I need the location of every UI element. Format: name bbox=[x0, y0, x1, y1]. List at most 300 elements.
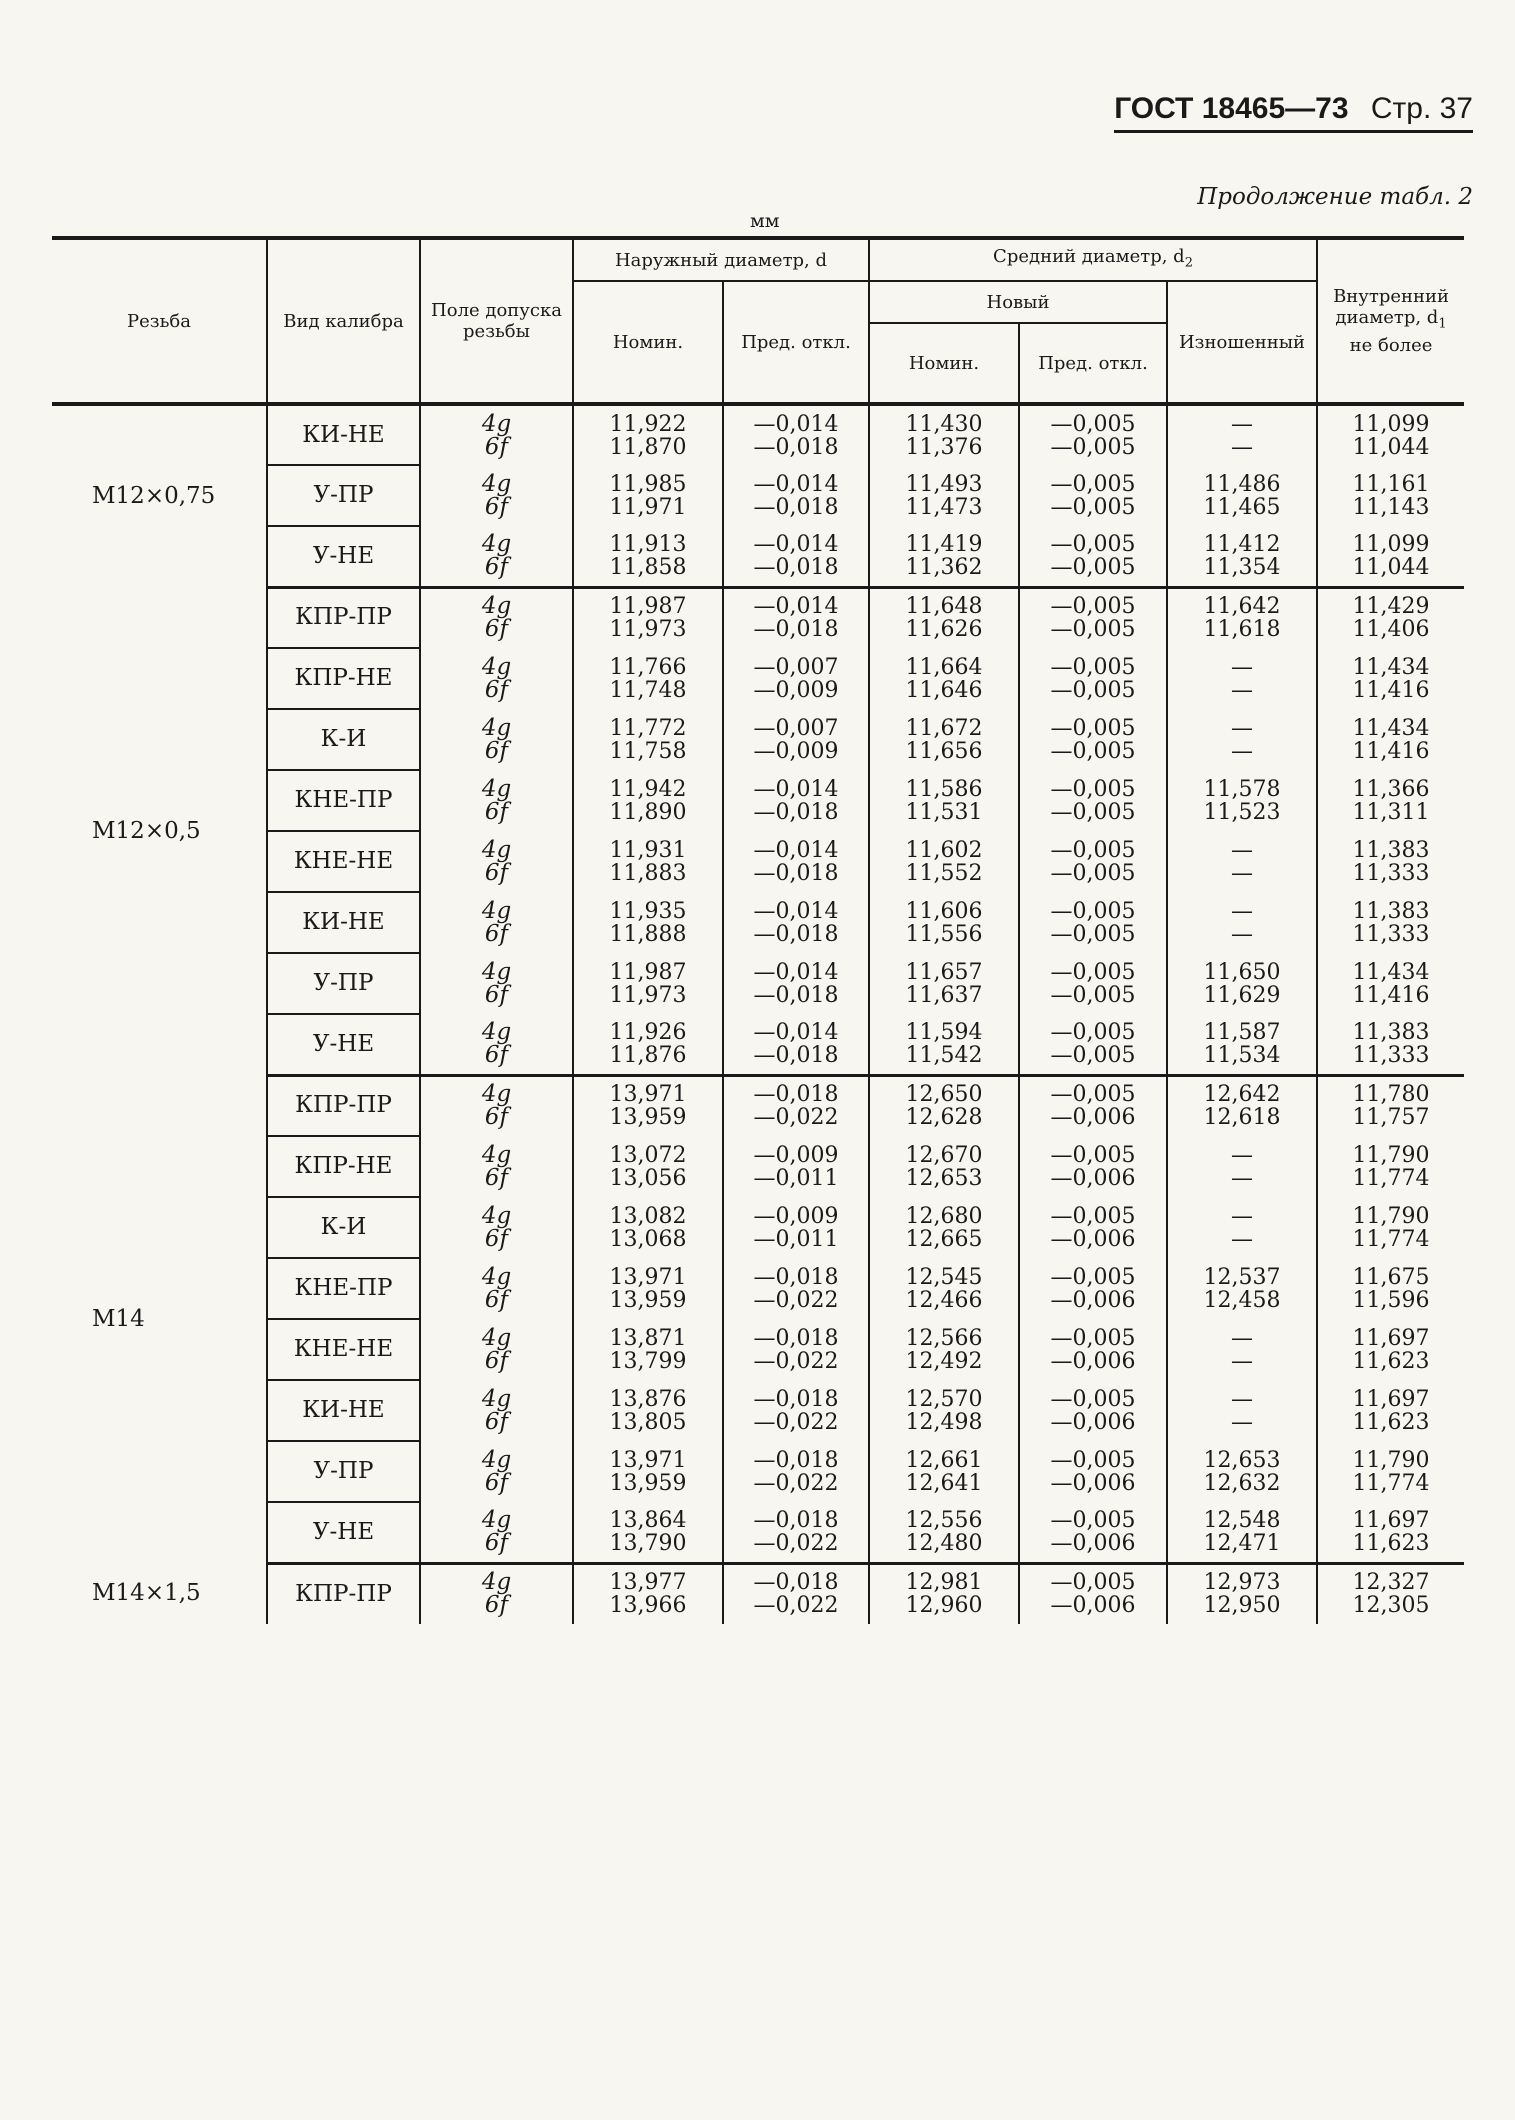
pitch-nominal-cell-value: 11,552 bbox=[905, 860, 983, 886]
tolerance-cell bbox=[420, 1441, 573, 1502]
pitch-deviation-cell-value: —0,006 bbox=[1050, 1105, 1136, 1131]
outer-deviation-cell-value: —0,018 bbox=[753, 554, 839, 580]
pitch-nominal-cell-value: 12,498 bbox=[905, 1409, 983, 1435]
worn-cell-value: — bbox=[1231, 434, 1254, 460]
pitch-nominal-cell-value: 12,653 bbox=[905, 1165, 983, 1191]
pitch-deviation-cell-value: —0,006 bbox=[1050, 1226, 1136, 1252]
tolerance-cell bbox=[420, 1319, 573, 1380]
pitch-deviation-cell-value: —0,005 bbox=[1050, 1019, 1136, 1045]
inner-diameter-cell-value: 11,757 bbox=[1352, 1105, 1430, 1131]
pitch-nominal-cell-value: 12,661 bbox=[905, 1447, 983, 1473]
worn-cell-value: 11,618 bbox=[1203, 617, 1281, 643]
page-header bbox=[1114, 92, 1473, 133]
inner-diameter-subscript: 1 bbox=[1438, 316, 1447, 332]
gauge-type-cell: КПР-ПР bbox=[267, 587, 420, 648]
pitch-deviation-cell-value: —0,006 bbox=[1050, 1593, 1136, 1619]
outer-nominal-cell-value: 11,987 bbox=[609, 959, 687, 985]
inner-diameter-cell-value: 11,790 bbox=[1352, 1203, 1430, 1229]
pitch-deviation-cell-value: —0,005 bbox=[1050, 411, 1136, 437]
inner-diameter-cell-value: 11,774 bbox=[1352, 1165, 1430, 1191]
tolerance-cell-value: 4g bbox=[481, 1506, 512, 1533]
outer-deviation-cell bbox=[723, 831, 869, 892]
outer-nominal-cell-value: 13,790 bbox=[609, 1530, 687, 1556]
pitch-nominal-cell bbox=[869, 1380, 1019, 1441]
pitch-deviation-cell bbox=[1019, 953, 1167, 1014]
pitch-deviation-cell-value: —0,005 bbox=[1050, 434, 1136, 460]
pitch-nominal-cell-value: 11,531 bbox=[905, 799, 983, 825]
thread-designation: M14 bbox=[92, 1305, 145, 1332]
pitch-deviation-cell-value: —0,006 bbox=[1050, 1165, 1136, 1191]
worn-cell-value: — bbox=[1231, 411, 1254, 437]
outer-deviation-cell bbox=[723, 953, 869, 1014]
outer-nominal-cell-value: 11,985 bbox=[609, 471, 687, 497]
worn-cell bbox=[1167, 404, 1317, 465]
outer-deviation-cell-value: —0,018 bbox=[753, 860, 839, 886]
outer-nominal-cell bbox=[573, 1441, 723, 1502]
inner-diameter-cell-value: 11,416 bbox=[1352, 677, 1430, 703]
pitch-nominal-cell-value: 12,680 bbox=[905, 1203, 983, 1229]
inner-diameter-cell-value: 11,161 bbox=[1352, 471, 1430, 497]
outer-nominal-cell-value: 11,890 bbox=[609, 799, 687, 825]
inner-diameter-cell bbox=[1317, 1258, 1464, 1319]
col-outer-diameter-header bbox=[573, 238, 869, 281]
worn-cell-value: 11,523 bbox=[1203, 799, 1281, 825]
inner-diameter-cell-value: 11,697 bbox=[1352, 1386, 1430, 1412]
pitch-nominal-cell bbox=[869, 1441, 1019, 1502]
outer-deviation-cell-value: —0,022 bbox=[753, 1530, 839, 1556]
pitch-deviation-cell-value: —0,005 bbox=[1050, 837, 1136, 863]
pitch-deviation-cell-value: —0,005 bbox=[1050, 1386, 1136, 1412]
inner-diameter-cell-value: 11,099 bbox=[1352, 411, 1430, 437]
gauge-type-cell: У-НЕ bbox=[267, 526, 420, 587]
inner-diameter-cell-value: 11,333 bbox=[1352, 1042, 1430, 1068]
outer-deviation-cell-value: —0,018 bbox=[753, 1325, 839, 1351]
outer-deviation-cell bbox=[723, 770, 869, 831]
col-gauge-type-header: Вид калибра bbox=[267, 238, 420, 404]
outer-nominal-cell-value: 13,805 bbox=[609, 1409, 687, 1435]
thread-designation: M12×0,5 bbox=[92, 817, 201, 844]
col-pitch-diameter-header bbox=[869, 238, 1317, 281]
inner-diameter-cell-value: 11,780 bbox=[1352, 1082, 1430, 1108]
pitch-deviation-cell bbox=[1019, 587, 1167, 648]
tolerance-cell bbox=[420, 1502, 573, 1563]
worn-cell-value: — bbox=[1231, 898, 1254, 924]
pitch-deviation-cell-value: —0,005 bbox=[1050, 982, 1136, 1008]
worn-cell bbox=[1167, 1380, 1317, 1441]
pitch-nominal-cell-value: 12,480 bbox=[905, 1530, 983, 1556]
worn-cell bbox=[1167, 1502, 1317, 1563]
outer-nominal-cell bbox=[573, 648, 723, 709]
worn-cell bbox=[1167, 648, 1317, 709]
inner-diameter-cell-value: 11,434 bbox=[1352, 654, 1430, 680]
inner-diameter-cell-value: 11,697 bbox=[1352, 1325, 1430, 1351]
outer-nominal-cell-value: 13,959 bbox=[609, 1287, 687, 1313]
pitch-deviation-cell-value: —0,005 bbox=[1050, 776, 1136, 802]
gauge-type-cell: У-ПР bbox=[267, 465, 420, 526]
inner-diameter-cell-value: 11,311 bbox=[1352, 799, 1430, 825]
pitch-deviation-cell-value: —0,005 bbox=[1050, 617, 1136, 643]
worn-cell bbox=[1167, 953, 1317, 1014]
outer-deviation-cell-value: —0,011 bbox=[753, 1226, 839, 1252]
table-row bbox=[52, 587, 1464, 648]
outer-deviation-cell-value: —0,018 bbox=[753, 434, 839, 460]
inner-diameter-cell-value: 11,697 bbox=[1352, 1507, 1430, 1533]
table-body bbox=[52, 404, 1464, 1624]
pitch-deviation-cell-value: —0,005 bbox=[1050, 531, 1136, 557]
pitch-deviation-cell-value: —0,005 bbox=[1050, 471, 1136, 497]
pitch-nominal-cell-value: 11,362 bbox=[905, 554, 983, 580]
outer-deviation-cell-value: —0,022 bbox=[753, 1470, 839, 1496]
tolerance-cell bbox=[420, 709, 573, 770]
pitch-nominal-cell-value: 12,570 bbox=[905, 1386, 983, 1412]
outer-nominal-cell bbox=[573, 1380, 723, 1441]
inner-diameter-cell-value: 12,327 bbox=[1352, 1570, 1430, 1596]
inner-diameter-cell-value: 11,044 bbox=[1352, 554, 1430, 580]
outer-deviation-cell bbox=[723, 648, 869, 709]
tolerance-cell-value: 6f bbox=[484, 1041, 509, 1068]
outer-deviation-cell-value: —0,018 bbox=[753, 617, 839, 643]
tolerance-cell bbox=[420, 465, 573, 526]
worn-cell-value: 12,950 bbox=[1203, 1593, 1281, 1619]
outer-deviation-cell bbox=[723, 404, 869, 465]
pitch-deviation-cell bbox=[1019, 1014, 1167, 1075]
worn-cell bbox=[1167, 1014, 1317, 1075]
inner-diameter-cell-value: 11,406 bbox=[1352, 617, 1430, 643]
pitch-nominal-cell-value: 11,672 bbox=[905, 715, 983, 741]
inner-diameter-cell bbox=[1317, 648, 1464, 709]
pitch-nominal-cell-value: 12,628 bbox=[905, 1105, 983, 1131]
outer-deviation-cell bbox=[723, 709, 869, 770]
col-pitch-nominal-header: Номин. bbox=[869, 323, 1019, 404]
outer-nominal-cell-value: 13,871 bbox=[609, 1325, 687, 1351]
pitch-deviation-cell bbox=[1019, 892, 1167, 953]
tolerance-cell-value: 4g bbox=[481, 530, 512, 557]
outer-deviation-cell-value: —0,022 bbox=[753, 1287, 839, 1313]
pitch-deviation-cell-value: —0,005 bbox=[1050, 554, 1136, 580]
outer-nominal-cell-value: 11,888 bbox=[609, 921, 687, 947]
outer-nominal-cell bbox=[573, 1136, 723, 1197]
pitch-nominal-cell-value: 11,376 bbox=[905, 434, 983, 460]
pitch-deviation-cell-value: —0,005 bbox=[1050, 1082, 1136, 1108]
pitch-nominal-cell-value: 11,594 bbox=[905, 1019, 983, 1045]
pitch-deviation-cell-value: —0,005 bbox=[1050, 715, 1136, 741]
outer-nominal-cell-value: 13,056 bbox=[609, 1165, 687, 1191]
worn-cell bbox=[1167, 1319, 1317, 1380]
tolerance-cell bbox=[420, 587, 573, 648]
worn-cell bbox=[1167, 526, 1317, 587]
worn-cell-value: — bbox=[1231, 677, 1254, 703]
pitch-nominal-cell-value: 12,960 bbox=[905, 1593, 983, 1619]
pitch-nominal-cell-value: 11,430 bbox=[905, 411, 983, 437]
pitch-deviation-cell bbox=[1019, 1563, 1167, 1624]
outer-nominal-cell-value: 11,758 bbox=[609, 738, 687, 764]
tolerance-cell bbox=[420, 770, 573, 831]
inner-diameter-cell-value: 11,623 bbox=[1352, 1348, 1430, 1374]
tolerance-cell-value: 4g bbox=[481, 470, 512, 497]
tolerance-cell-value: 6f bbox=[484, 1104, 509, 1131]
outer-nominal-cell-value: 13,072 bbox=[609, 1142, 687, 1168]
tolerance-cell bbox=[420, 648, 573, 709]
outer-deviation-cell-value: —0,009 bbox=[753, 1142, 839, 1168]
tolerance-cell-value: 6f bbox=[484, 859, 509, 886]
inner-diameter-cell bbox=[1317, 1502, 1464, 1563]
worn-cell-value: — bbox=[1231, 654, 1254, 680]
outer-deviation-cell-value: —0,014 bbox=[753, 837, 839, 863]
inner-diameter-cell-value: 11,675 bbox=[1352, 1264, 1430, 1290]
outer-nominal-cell-value: 11,942 bbox=[609, 776, 687, 802]
inner-diameter-cell-value: 11,434 bbox=[1352, 715, 1430, 741]
outer-deviation-cell bbox=[723, 1380, 869, 1441]
outer-deviation-cell-value: —0,014 bbox=[753, 411, 839, 437]
pitch-deviation-cell-value: —0,005 bbox=[1050, 1507, 1136, 1533]
tolerance-cell-value: 4g bbox=[481, 958, 512, 985]
col-pitch-deviation-header: Пред. откл. bbox=[1019, 323, 1167, 404]
inner-diameter-cell-value: 11,790 bbox=[1352, 1447, 1430, 1473]
outer-deviation-cell-value: —0,022 bbox=[753, 1348, 839, 1374]
worn-cell-value: — bbox=[1231, 1325, 1254, 1351]
inner-diameter-cell-value: 11,099 bbox=[1352, 531, 1430, 557]
pitch-nominal-cell-value: 11,602 bbox=[905, 837, 983, 863]
inner-diameter-cell bbox=[1317, 953, 1464, 1014]
outer-nominal-cell-value: 11,973 bbox=[609, 617, 687, 643]
tolerance-cell-value: 4g bbox=[481, 1202, 512, 1229]
outer-nominal-cell bbox=[573, 465, 723, 526]
table-row bbox=[52, 1075, 1464, 1136]
standard-number: ГОСТ 18465—73 bbox=[1114, 92, 1349, 125]
tolerance-cell-value: 6f bbox=[484, 1469, 509, 1496]
worn-cell bbox=[1167, 1197, 1317, 1258]
outer-deviation-cell-value: —0,018 bbox=[753, 1447, 839, 1473]
thread-designation: M12×0,75 bbox=[92, 483, 216, 509]
outer-nominal-cell bbox=[573, 1197, 723, 1258]
outer-nominal-cell-value: 13,959 bbox=[609, 1470, 687, 1496]
tolerance-cell bbox=[420, 953, 573, 1014]
pitch-nominal-cell-value: 12,981 bbox=[905, 1570, 983, 1596]
worn-cell bbox=[1167, 465, 1317, 526]
worn-cell-value: — bbox=[1231, 738, 1254, 764]
pitch-deviation-cell bbox=[1019, 526, 1167, 587]
outer-nominal-cell-value: 11,935 bbox=[609, 898, 687, 924]
outer-nominal-cell-value: 13,971 bbox=[609, 1264, 687, 1290]
outer-deviation-cell-value: —0,014 bbox=[753, 898, 839, 924]
outer-nominal-cell-value: 13,799 bbox=[609, 1348, 687, 1374]
worn-cell-value: 12,973 bbox=[1203, 1570, 1281, 1596]
pitch-nominal-cell bbox=[869, 1075, 1019, 1136]
worn-cell-value: 12,618 bbox=[1203, 1105, 1281, 1131]
outer-deviation-cell-value: —0,022 bbox=[753, 1409, 839, 1435]
inner-diameter-cell bbox=[1317, 1075, 1464, 1136]
worn-cell-value: — bbox=[1231, 1203, 1254, 1229]
pitch-deviation-cell bbox=[1019, 770, 1167, 831]
tolerance-cell-value: 4g bbox=[481, 1385, 512, 1412]
tolerance-cell bbox=[420, 1197, 573, 1258]
tolerance-cell-value: 6f bbox=[484, 1225, 509, 1252]
inner-diameter-cell bbox=[1317, 1014, 1464, 1075]
outer-nominal-cell-value: 11,922 bbox=[609, 411, 687, 437]
pitch-nominal-cell bbox=[869, 953, 1019, 1014]
pitch-deviation-cell-value: —0,005 bbox=[1050, 594, 1136, 620]
worn-cell-value: — bbox=[1231, 1226, 1254, 1252]
outer-nominal-cell bbox=[573, 831, 723, 892]
pitch-deviation-cell-value: —0,005 bbox=[1050, 1142, 1136, 1168]
worn-cell-value: 12,632 bbox=[1203, 1470, 1281, 1496]
pitch-nominal-cell bbox=[869, 648, 1019, 709]
tolerance-cell bbox=[420, 1563, 573, 1624]
pitch-nominal-cell bbox=[869, 1197, 1019, 1258]
pitch-deviation-cell-value: —0,005 bbox=[1050, 1203, 1136, 1229]
gauge-type-cell: КИ-НЕ bbox=[267, 404, 420, 465]
worn-cell-value: 11,578 bbox=[1203, 776, 1281, 802]
inner-diameter-cell-value: 11,143 bbox=[1352, 494, 1430, 520]
outer-nominal-cell-value: 11,987 bbox=[609, 594, 687, 620]
inner-diameter-cell bbox=[1317, 1197, 1464, 1258]
outer-nominal-cell bbox=[573, 1563, 723, 1624]
tolerance-cell-value: 4g bbox=[481, 775, 512, 802]
gauge-type-cell: КИ-НЕ bbox=[267, 1380, 420, 1441]
pitch-nominal-cell-value: 12,670 bbox=[905, 1142, 983, 1168]
worn-cell-value: — bbox=[1231, 1386, 1254, 1412]
inner-diameter-cell bbox=[1317, 587, 1464, 648]
inner-diameter-cell bbox=[1317, 404, 1464, 465]
inner-diameter-cell-value: 11,416 bbox=[1352, 982, 1430, 1008]
tolerance-cell-value: 4g bbox=[481, 653, 512, 680]
col-inner-diameter-header bbox=[1317, 238, 1464, 404]
pitch-diameter-subscript: 2 bbox=[1184, 255, 1193, 271]
tolerance-cell-value: 4g bbox=[481, 1569, 512, 1596]
pitch-deviation-cell-value: —0,005 bbox=[1050, 898, 1136, 924]
tolerance-cell-value: 6f bbox=[484, 1164, 509, 1191]
outer-nominal-cell-value: 11,766 bbox=[609, 654, 687, 680]
outer-deviation-cell bbox=[723, 1441, 869, 1502]
outer-nominal-cell-value: 13,959 bbox=[609, 1105, 687, 1131]
outer-nominal-cell bbox=[573, 1075, 723, 1136]
inner-diameter-cell bbox=[1317, 770, 1464, 831]
pitch-deviation-cell-value: —0,006 bbox=[1050, 1409, 1136, 1435]
worn-cell-value: 11,642 bbox=[1203, 594, 1281, 620]
outer-nominal-cell-value: 11,971 bbox=[609, 494, 687, 520]
outer-deviation-cell-value: —0,007 bbox=[753, 654, 839, 680]
outer-nominal-cell-value: 13,966 bbox=[609, 1593, 687, 1619]
worn-cell bbox=[1167, 892, 1317, 953]
tolerance-cell-value: 4g bbox=[481, 714, 512, 741]
pitch-nominal-cell-value: 11,419 bbox=[905, 531, 983, 557]
pitch-nominal-cell-value: 11,606 bbox=[905, 898, 983, 924]
inner-diameter-cell bbox=[1317, 1136, 1464, 1197]
worn-cell-value: 12,653 bbox=[1203, 1447, 1281, 1473]
inner-diameter-cell-value: 11,774 bbox=[1352, 1470, 1430, 1496]
thread-designation: M14×1,5 bbox=[92, 1580, 201, 1606]
worn-cell-value: 12,471 bbox=[1203, 1530, 1281, 1556]
outer-deviation-cell-value: —0,014 bbox=[753, 594, 839, 620]
outer-nominal-cell bbox=[573, 404, 723, 465]
pitch-nominal-cell bbox=[869, 1014, 1019, 1075]
pitch-deviation-cell-value: —0,005 bbox=[1050, 860, 1136, 886]
inner-diameter-cell-value: 11,383 bbox=[1352, 1019, 1430, 1045]
worn-cell-value: 11,465 bbox=[1203, 494, 1281, 520]
pitch-deviation-cell-value: —0,006 bbox=[1050, 1530, 1136, 1556]
outer-deviation-cell-value: —0,022 bbox=[753, 1593, 839, 1619]
inner-diameter-cell-value: 12,305 bbox=[1352, 1593, 1430, 1619]
outer-deviation-cell-value: —0,014 bbox=[753, 1019, 839, 1045]
outer-nominal-cell bbox=[573, 526, 723, 587]
inner-diameter-cell-value: 11,383 bbox=[1352, 837, 1430, 863]
inner-diameter-cell-value: 11,434 bbox=[1352, 959, 1430, 985]
inner-diameter-cell-value: 11,429 bbox=[1352, 594, 1430, 620]
table-row bbox=[52, 1563, 1464, 1624]
outer-nominal-cell-value: 11,772 bbox=[609, 715, 687, 741]
worn-cell-value: — bbox=[1231, 837, 1254, 863]
outer-deviation-cell-value: —0,018 bbox=[753, 1570, 839, 1596]
worn-cell-value: 11,486 bbox=[1203, 471, 1281, 497]
worn-cell bbox=[1167, 1441, 1317, 1502]
pitch-nominal-cell-value: 11,657 bbox=[905, 959, 983, 985]
outer-deviation-cell bbox=[723, 1258, 869, 1319]
table-row bbox=[52, 404, 1464, 465]
pitch-deviation-cell-value: —0,005 bbox=[1050, 654, 1136, 680]
tolerance-cell-value: 6f bbox=[484, 737, 509, 764]
worn-cell-value: — bbox=[1231, 1142, 1254, 1168]
outer-nominal-cell bbox=[573, 587, 723, 648]
worn-cell bbox=[1167, 831, 1317, 892]
inner-diameter-label: Внутренний диаметр, d bbox=[1333, 286, 1449, 329]
pitch-nominal-cell-value: 11,656 bbox=[905, 738, 983, 764]
pitch-nominal-cell-value: 11,556 bbox=[905, 921, 983, 947]
gauge-type-cell: КНЕ-ПР bbox=[267, 1258, 420, 1319]
inner-diameter-cell-value: 11,366 bbox=[1352, 776, 1430, 802]
outer-nominal-cell-value: 13,068 bbox=[609, 1226, 687, 1252]
tolerance-cell-value: 6f bbox=[484, 981, 509, 1008]
pitch-nominal-cell-value: 12,466 bbox=[905, 1287, 983, 1313]
inner-diameter-cell-value: 11,383 bbox=[1352, 898, 1430, 924]
pitch-deviation-cell-value: —0,005 bbox=[1050, 1447, 1136, 1473]
pitch-nominal-cell bbox=[869, 1258, 1019, 1319]
pitch-nominal-cell bbox=[869, 892, 1019, 953]
tolerance-cell bbox=[420, 1136, 573, 1197]
col-thread-header: Резьба bbox=[127, 310, 191, 332]
worn-cell-value: — bbox=[1231, 715, 1254, 741]
worn-cell bbox=[1167, 1258, 1317, 1319]
tolerance-cell-value: 6f bbox=[484, 1529, 509, 1556]
outer-deviation-cell-value: —0,009 bbox=[753, 1203, 839, 1229]
tolerance-cell-value: 6f bbox=[484, 553, 509, 580]
outer-nominal-cell bbox=[573, 1319, 723, 1380]
pitch-nominal-cell bbox=[869, 587, 1019, 648]
tolerance-cell-value: 6f bbox=[484, 1286, 509, 1313]
pitch-nominal-cell-value: 12,641 bbox=[905, 1470, 983, 1496]
tolerance-cell bbox=[420, 526, 573, 587]
pitch-nominal-cell-value: 12,492 bbox=[905, 1348, 983, 1374]
pitch-nominal-cell bbox=[869, 770, 1019, 831]
outer-deviation-cell bbox=[723, 526, 869, 587]
pitch-nominal-cell-value: 11,473 bbox=[905, 494, 983, 520]
tolerance-cell-value: 4g bbox=[481, 410, 512, 437]
tolerance-cell-value: 6f bbox=[484, 1592, 509, 1619]
outer-nominal-cell-value: 11,926 bbox=[609, 1019, 687, 1045]
gauge-type-cell: КПР-ПР bbox=[267, 1563, 420, 1624]
tolerance-cell bbox=[420, 831, 573, 892]
tolerance-cell-value: 6f bbox=[484, 616, 509, 643]
col-tolerance-header: Поле допуска резьбы bbox=[420, 238, 573, 404]
outer-nominal-cell-value: 11,973 bbox=[609, 982, 687, 1008]
pitch-deviation-cell-value: —0,005 bbox=[1050, 1325, 1136, 1351]
pitch-deviation-cell bbox=[1019, 1380, 1167, 1441]
outer-deviation-cell-value: —0,018 bbox=[753, 982, 839, 1008]
outer-nominal-cell-value: 13,971 bbox=[609, 1082, 687, 1108]
outer-nominal-cell-value: 11,876 bbox=[609, 1042, 687, 1068]
pitch-nominal-cell-value: 11,626 bbox=[905, 617, 983, 643]
gauge-type-cell: К-И bbox=[267, 1197, 420, 1258]
pitch-deviation-cell-value: —0,006 bbox=[1050, 1470, 1136, 1496]
